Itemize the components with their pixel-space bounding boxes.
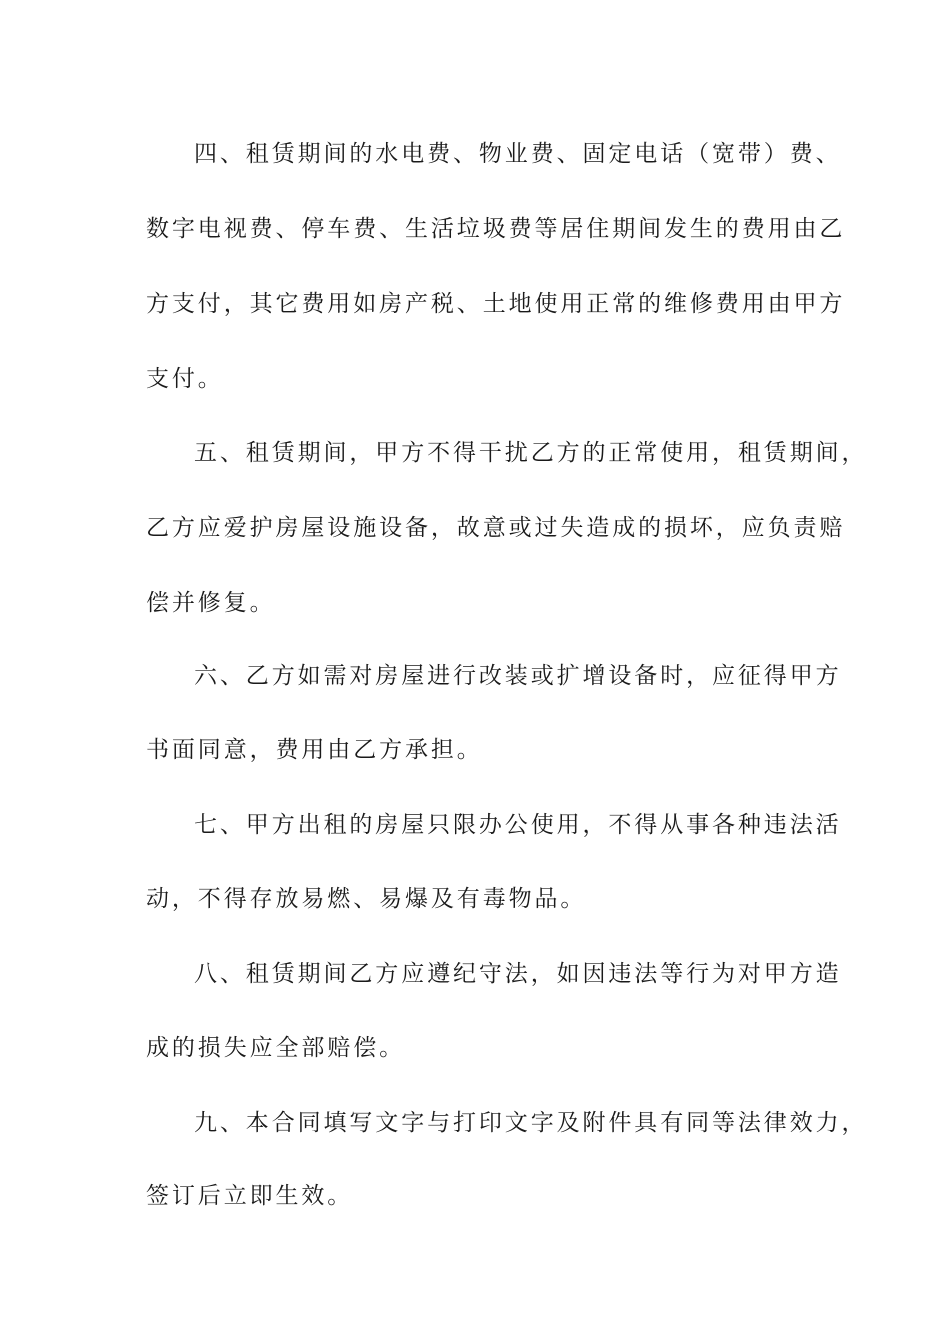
- clause-7-line-2: 动，不得存放易燃、易爆及有毒物品。: [146, 886, 587, 912]
- clause-8-line-2: 成的损失应全部赔偿。: [146, 1035, 405, 1061]
- clause-7-line-1: 七、甲方出租的房屋只限办公使用，不得从事各种违法活: [194, 812, 842, 838]
- clause-6-line-1: 六、乙方如需对房屋进行改装或扩增设备时，应征得甲方: [194, 663, 842, 689]
- clause-5-line-3: 偿并修复。: [146, 590, 276, 616]
- clause-9-line-1: 九、本合同填写文字与打印文字及附件具有同等法律效力，: [194, 1110, 868, 1136]
- clause-9-line-2: 签订后立即生效。: [146, 1183, 354, 1209]
- clause-6-line-2: 书面同意，费用由乙方承担。: [146, 737, 483, 763]
- clause-4-line-1: 四、租赁期间的水电费、物业费、固定电话（宽带）费、: [194, 141, 842, 167]
- clause-5-line-1: 五、租赁期间，甲方不得干扰乙方的正常使用，租赁期间，: [194, 440, 868, 466]
- clause-5-line-2: 乙方应爱护房屋设施设备，故意或过失造成的损坏，应负责赔: [146, 515, 846, 541]
- clause-4-line-3: 方支付，其它费用如房产税、土地使用正常的维修费用由甲方: [146, 291, 846, 317]
- clause-4-line-2: 数字电视费、停车费、生活垃圾费等居住期间发生的费用由乙: [146, 216, 846, 242]
- clause-4-line-4: 支付。: [146, 366, 224, 392]
- clause-8-line-1: 八、租赁期间乙方应遵纪守法，如因违法等行为对甲方造: [194, 961, 842, 987]
